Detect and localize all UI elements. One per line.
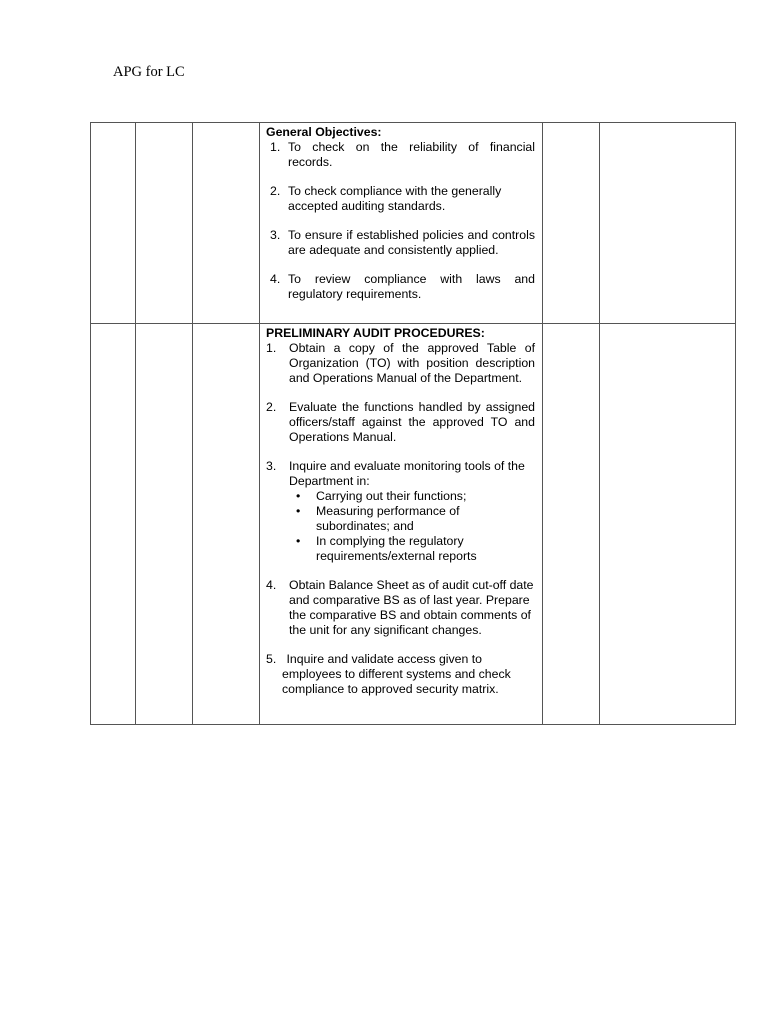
preliminary-procedures-title: PRELIMINARY AUDIT PROCEDURES: — [266, 326, 485, 340]
objectives-cell — [260, 123, 543, 324]
list-item — [266, 228, 535, 258]
bullet-text: Carrying out their functions; — [316, 489, 467, 503]
bullet-icon: • — [296, 489, 301, 503]
item-number: 4. — [266, 578, 277, 592]
table-cell — [91, 324, 136, 725]
list-item — [266, 272, 535, 302]
item-text-continued: employees to different systems and check compliance to approved security matrix. — [282, 667, 511, 696]
table-cell — [193, 123, 260, 324]
item-text: To ensure if established policies and controls are adequate and consistently applied. — [288, 228, 535, 257]
item-number: 1. — [266, 341, 277, 355]
table-cell — [600, 123, 736, 324]
item-number: 4. — [270, 272, 281, 286]
list-item — [266, 459, 535, 489]
item-number: 2. — [266, 400, 277, 414]
procedures-cell — [260, 324, 543, 725]
table-cell — [193, 324, 260, 725]
table-row — [91, 123, 736, 324]
table-row — [91, 324, 736, 725]
general-objectives-title: General Objectives: — [266, 125, 382, 139]
item-text: To check on the reliability of financial records. — [288, 140, 535, 169]
bullet-item — [289, 489, 535, 504]
item-number: 5. — [266, 652, 277, 666]
table-cell — [543, 324, 600, 725]
item-number: 3. — [270, 228, 281, 242]
item-number: 1. — [270, 140, 281, 154]
item-text: Obtain Balance Sheet as of audit cut-off date and comparative BS as of last year. Prepare the comparative BS and obtain comments of the unit for any significant changes. — [289, 578, 534, 637]
bullet-icon: • — [296, 534, 301, 548]
list-item — [266, 400, 535, 445]
bullet-text: In complying the regulatory requirements/external reports — [316, 534, 477, 563]
table-cell — [136, 324, 193, 725]
bullet-icon: • — [296, 504, 301, 518]
list-item — [266, 578, 535, 638]
item-text: Evaluate the functions handled by assigned officers/staff against the approved TO and Operations Manual. — [289, 400, 535, 444]
item-text: Inquire and evaluate monitoring tools of the Department in: — [289, 459, 525, 488]
item-number: 2. — [270, 184, 281, 198]
item-number: 3. — [266, 459, 277, 473]
bullet-item — [289, 534, 535, 564]
table-cell — [91, 123, 136, 324]
bullet-item — [289, 504, 535, 534]
table-cell — [543, 123, 600, 324]
item-text: Inquire and validate access given to — [286, 652, 483, 666]
list-item — [266, 341, 535, 386]
bullet-text: Measuring performance of subordinates; and — [316, 504, 460, 533]
bullet-list — [289, 489, 535, 564]
table-cell — [136, 123, 193, 324]
page-header-title: APG for LC — [113, 64, 185, 80]
item-text: To check compliance with the generally accepted auditing standards. — [288, 184, 502, 213]
list-item — [266, 184, 535, 214]
item-text: Obtain a copy of the approved Table of Organization (TO) with position description and Operations Manual of the Department. — [289, 341, 535, 385]
table-cell — [600, 324, 736, 725]
list-item — [266, 652, 535, 697]
list-item — [266, 140, 535, 170]
item-text: To review compliance with laws and regulatory requirements. — [288, 272, 535, 301]
audit-program-table — [90, 122, 736, 725]
